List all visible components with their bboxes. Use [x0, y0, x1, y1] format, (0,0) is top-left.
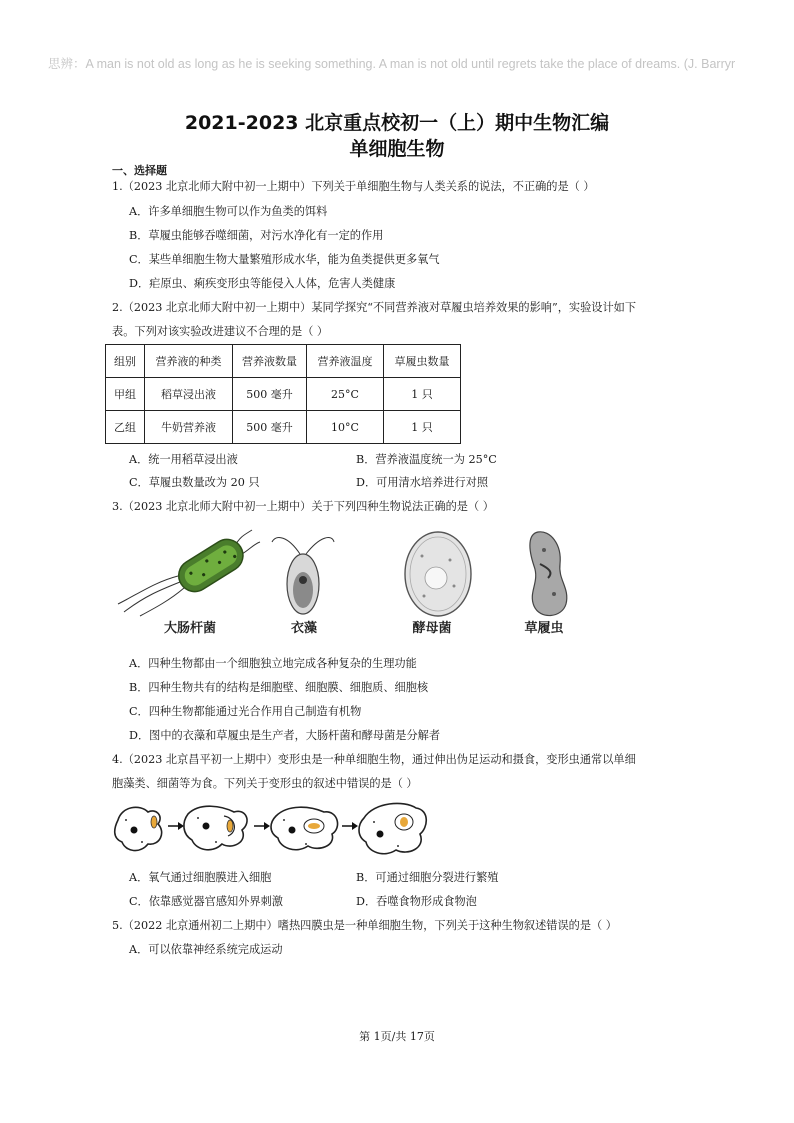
question-4-option-a: A．氧气通过细胞膜进入细胞: [129, 871, 272, 884]
question-3-option-c: C．四种生物都能通过光合作用自己制造有机物: [129, 705, 362, 718]
table-row: [106, 411, 461, 444]
question-1-stem: 1.（2023 北京北师大附中初一上期中）下列关于单细胞生物与人类关系的说法，不正确的是（ ）: [112, 180, 595, 193]
amoeba-stage-3: [271, 807, 338, 849]
label-paramecium: 草履虫: [524, 621, 564, 636]
question-4-stem-line1: 4.（2023 北京昌平初一上期中）变形虫是一种单细胞生物，通过伸出伪足运动和摄食，变形虫通常以单细: [112, 753, 636, 766]
question-2-option-a: A．统一用稻草浸出液: [129, 453, 238, 466]
question-3-option-d: D．图中的衣藻和草履虫是生产者，大肠杆菌和酵母菌是分解者: [129, 729, 441, 742]
question-2-stem-line1: 2.（2023 北京北师大附中初一上期中）某同学探究“不同营养液对草履虫培养效果的影响”，实验设计如下: [112, 301, 637, 314]
amoeba-stage-4: [359, 803, 426, 853]
question-2-option-d: D．可用清水培养进行对照: [356, 476, 489, 489]
label-e-coli: 大肠杆菌: [163, 621, 216, 636]
question-1-option-d: D．疟原虫、痢疾变形虫等能侵入人体，危害人类健康: [129, 277, 396, 290]
table-header: 组别: [106, 345, 145, 378]
watermark-text: 思辨：A man is not old as long as he is seeking something. A man is not old until regrets take the place of dreams. (J. Barryr: [48, 57, 736, 71]
table-cell: 甲组: [106, 378, 145, 411]
table-cell: 25°C: [307, 378, 384, 411]
page-subtitle: 单细胞生物: [349, 138, 445, 160]
table-header: 草履虫数量: [384, 345, 461, 378]
question-1-option-b: B．草履虫能够吞噬细菌，对污水净化有一定的作用: [129, 229, 384, 242]
table-header: 营养液温度: [307, 345, 384, 378]
question-3-option-b: B．四种生物共有的结构是细胞壁、细胞膜、细胞质、细胞核: [129, 681, 429, 694]
question-4-stem-line2: 胞藻类、细菌等为食。下列关于变形虫的叙述中错误的是（ ）: [112, 777, 418, 790]
question-3-stem: 3.（2023 北京北师大附中初一上期中）关于下列四种生物说法正确的是（ ）: [112, 500, 494, 513]
question-2-option-c: C．草履虫数量改为 20 只: [129, 476, 260, 489]
table-row: [106, 378, 461, 411]
page-title: 2021-2023 北京重点校初一（上）期中生物汇编: [184, 112, 610, 134]
table-header: 营养液数量: [233, 345, 307, 378]
table-cell: 1 只: [384, 411, 461, 444]
table-cell: 10°C: [307, 411, 384, 444]
table-cell: 牛奶营养液: [145, 411, 233, 444]
four-organisms-figure: [110, 524, 590, 624]
table-header-row: [106, 345, 461, 378]
question-2-option-b: B．营养液温度统一为 25°C: [356, 453, 497, 466]
yeast-illustration: [405, 532, 471, 616]
e-coli-illustration: [118, 530, 260, 616]
question-4-option-d: D．吞噬食物形成食物泡: [356, 895, 477, 908]
question-5-stem: 5.（2022 北京通州初二上期中）嗜热四膜虫是一种单细胞生物，下列关于这种生物叙述错误的是（ ）: [112, 919, 617, 932]
amoeba-stage-2: [184, 806, 247, 850]
table-cell: 乙组: [106, 411, 145, 444]
section-heading: 一、选择题: [112, 164, 167, 177]
question-1-option-a: A．许多单细胞生物可以作为鱼类的饵料: [129, 205, 328, 218]
question-1-option-c: C．某些单细胞生物大量繁殖形成水华，能为鱼类提供更多氧气: [129, 253, 440, 266]
table-cell: 500 毫升: [233, 378, 307, 411]
table-header: 营养液的种类: [145, 345, 233, 378]
amoeba-stage-1: [115, 807, 162, 850]
label-chlamydomonas: 衣藻: [290, 621, 317, 636]
question-5-option-a: A．可以依靠神经系统完成运动: [129, 943, 283, 956]
question-2-stem-line2: 表。下列对该实验改进建议不合理的是（ ）: [112, 325, 329, 338]
chlamydomonas-illustration: [272, 538, 334, 614]
question-4-option-b: B．可通过细胞分裂进行繁殖: [356, 871, 499, 884]
amoeba-feeding-figure: [112, 798, 432, 860]
table-cell: 1 只: [384, 378, 461, 411]
paramecium-illustration: [530, 532, 567, 616]
label-yeast: 酵母菌: [412, 621, 452, 636]
question-4-option-c: C．依靠感觉器官感知外界刺激: [129, 895, 283, 908]
page-number-footer: 第 1页/共 17页: [359, 1030, 435, 1043]
table-cell: 稻草浸出液: [145, 378, 233, 411]
experiment-table: [105, 344, 461, 444]
question-3-option-a: A．四种生物都由一个细胞独立地完成各种复杂的生理功能: [129, 657, 417, 670]
table-cell: 500 毫升: [233, 411, 307, 444]
